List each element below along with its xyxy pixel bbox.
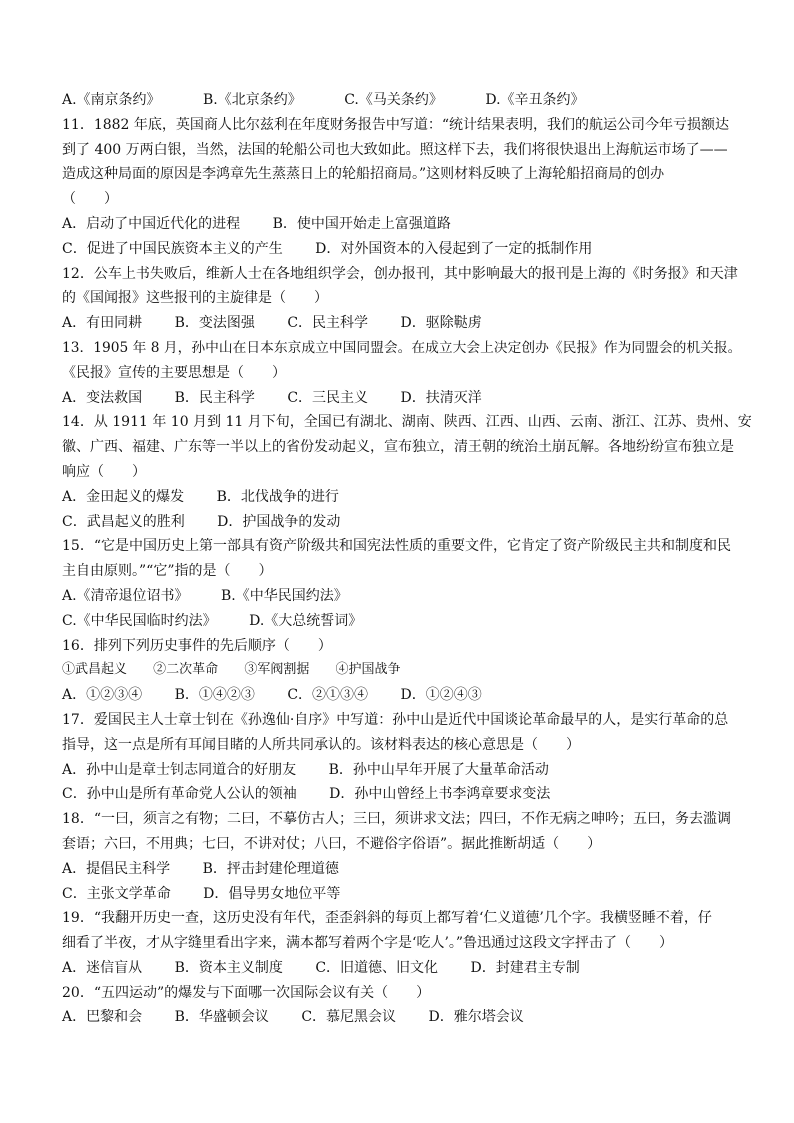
question-13 xyxy=(62,336,752,410)
q18-options-row xyxy=(62,857,752,882)
q11-stem-line: 造成这种局面的原因是李鸿章先生蒸蒸日上的轮船招商局。”这则材料反映了上海轮船招商局的创办 xyxy=(62,166,665,183)
q10-option-b: B.《北京条约》 xyxy=(203,92,302,108)
question-20 xyxy=(62,981,752,1031)
q15-stem-line: 15．“它是中国历史上第一部具有资产阶级共和国宪法性质的重要文件，它肯定了资产阶级民主共和制度和民 xyxy=(62,538,731,555)
q19-option-c: C．旧道德、旧文化 xyxy=(315,959,439,976)
question-15 xyxy=(62,534,752,633)
q16-events-row xyxy=(62,658,752,683)
q15-options-row xyxy=(62,584,752,609)
q15-option-a: A.《清帝退位诏书》 xyxy=(62,587,189,604)
q11-stem-line: 到了 400 万两白银，当然，法国的轮船公司也大致如此。照这样下去，我们将很快退出上海航运市场了—— xyxy=(62,141,728,158)
q17-option-d: D．孙中山曾经上书李鸿章要求变法 xyxy=(329,786,551,803)
q11-option-b: B．使中国开始走上富强道路 xyxy=(272,215,451,232)
q12-options-row xyxy=(62,311,752,336)
q11-answer-blank: （ ） xyxy=(62,191,118,208)
q12-option-b: B．变法图强 xyxy=(174,315,255,332)
q16-option-c: C．②①③④ xyxy=(287,687,369,704)
q13-options-row xyxy=(62,386,752,411)
question-18 xyxy=(62,807,752,906)
q15-option-d: D.《大总统誓词》 xyxy=(249,612,363,629)
question-11 xyxy=(62,113,752,262)
q18-stem-line: 18．“一曰，须言之有物；二曰，不摹仿古人；三曰，须讲求文法；四曰，不作无病之呻吟；五曰，务去滥调 xyxy=(62,811,731,828)
q15-option-c: C.《中华民国临时约法》 xyxy=(62,612,217,629)
question-19 xyxy=(62,906,752,980)
q10-option-c: C.《马关条约》 xyxy=(344,92,443,108)
q17-stem-line: 17．爱国民主人士章士钊在《孙逸仙·自序》中写道：孙中山是近代中国谈论革命最早的人，是实行革命的总 xyxy=(62,711,729,728)
question-12 xyxy=(62,262,752,336)
q10-options xyxy=(62,88,752,113)
q16-options-row xyxy=(62,683,752,708)
q14-stem-line: 徽、广西、福建、广东等一半以上的省份发动起义，宣布独立，清王朝的统治土崩瓦解。各地纷纷宣布独立是 xyxy=(62,439,734,456)
q18-option-d: D．倡导男女地位平等 xyxy=(203,885,341,902)
q13-option-b: B．民主科学 xyxy=(174,389,255,406)
q16-option-b: B．①④②③ xyxy=(174,687,255,704)
q20-options-row xyxy=(62,1005,752,1030)
q20-option-c: C．慕尼黑会议 xyxy=(301,1009,397,1026)
q18-stem-line: 套语；六曰，不用典；七曰，不讲对仗；八曰，不避俗字俗语”。据此推断胡适（ ） xyxy=(62,835,602,852)
q14-stem-line: 14．从 1911 年 10 月到 11 月下旬，全国已有湖北、湖南、陕西、江西、山西、云南、浙江、江苏、贵州、安 xyxy=(62,414,752,431)
q20-option-b: B．华盛顿会议 xyxy=(174,1009,269,1026)
q17-option-b: B．孙中山早年开展了大量革命活动 xyxy=(328,761,549,778)
q15-option-b: B.《中华民国约法》 xyxy=(221,587,348,604)
q10-option-a: A.《南京条约》 xyxy=(62,92,161,108)
q13-stem-line: 13．1905 年 8 月，孙中山在日本东京成立中国同盟会。在成立大会上决定创办《民报》作为同盟会的机关报。 xyxy=(62,339,742,356)
q14-stem-line: 响应（ ） xyxy=(62,463,146,480)
q16-stem-line: 16．排列下列历史事件的先后顺序（ ） xyxy=(62,637,332,654)
q13-option-c: C．三民主义 xyxy=(287,389,369,406)
q19-stem-line: 19．“我翻开历史一查，这历史没有年代，歪歪斜斜的每页上都写着‘仁义道德’几个字。我横竖睡不着，仔 xyxy=(62,910,712,927)
q16-event-3: ③军阀割据 xyxy=(244,662,310,678)
q13-stem-line: 《民报》宣传的主要思想是（ ） xyxy=(62,364,286,381)
q19-option-a: A．迷信盲从 xyxy=(62,959,143,976)
question-14 xyxy=(62,410,752,534)
q14-option-a: A．金田起义的爆发 xyxy=(62,488,185,505)
q18-option-b: B．抨击封建伦理道德 xyxy=(202,860,339,877)
q16-event-1: ①武昌起义 xyxy=(62,662,128,678)
q20-option-a: A．巴黎和会 xyxy=(62,1009,143,1026)
q11-options-row xyxy=(62,212,752,237)
q14-option-d: D．护国战争的发动 xyxy=(217,513,341,530)
q19-options-row xyxy=(62,956,752,981)
q18-option-a: A．提倡民主科学 xyxy=(62,860,171,877)
q15-options-row xyxy=(62,609,752,634)
q20-option-d: D．雅尔塔会议 xyxy=(428,1009,524,1026)
q12-option-a: A．有田同耕 xyxy=(62,315,143,332)
q11-stem-line: 11．1882 年底，英国商人比尔兹利在年度财务报告中写道：“统计结果表明，我们的航运公司今年亏损额达 xyxy=(62,116,730,133)
q19-option-b: B．资本主义制度 xyxy=(174,959,283,976)
q18-option-c: C．主张文学革命 xyxy=(62,885,171,902)
q16-event-4: ④护国战争 xyxy=(335,662,401,678)
q18-options-row xyxy=(62,882,752,907)
q12-option-d: D．驱除鞑虏 xyxy=(400,315,482,332)
q10-option-d: D.《辛丑条约》 xyxy=(485,92,585,108)
q15-stem-line: 主自由原则。”“它”指的是（ ） xyxy=(62,563,273,580)
question-17 xyxy=(62,708,752,807)
q17-options-row xyxy=(62,782,752,807)
question-16 xyxy=(62,634,752,708)
q14-options-row xyxy=(62,485,752,510)
q17-stem-line: 指导，这一点是所有耳闻目睹的人所共同承认的。该材料表达的核心意思是（ ） xyxy=(62,736,580,753)
exam-page xyxy=(62,88,752,1030)
q11-option-d: D．对外国资本的入侵起到了一定的抵制作用 xyxy=(315,240,593,257)
q11-options-row xyxy=(62,237,752,262)
q16-option-d: D．①②④③ xyxy=(400,687,482,704)
q17-option-a: A．孙中山是章士钊志同道合的好朋友 xyxy=(62,761,297,778)
q14-option-c: C．武昌起义的胜利 xyxy=(62,513,185,530)
q17-option-c: C．孙中山是所有革命党人公认的领袖 xyxy=(62,786,297,803)
q11-option-c: C．促进了中国民族资本主义的产生 xyxy=(62,240,283,257)
q13-option-d: D．扶清灭洋 xyxy=(400,389,482,406)
q13-option-a: A．变法救国 xyxy=(62,389,143,406)
q14-option-b: B．北伐战争的进行 xyxy=(216,488,339,505)
q14-options-row xyxy=(62,510,752,535)
q20-stem-line: 20．“五四运动”的爆发与下面哪一次国际会议有关（ ） xyxy=(62,984,431,1001)
q16-event-2: ②二次革命 xyxy=(153,662,219,678)
q12-stem-line: 的《国闻报》这些报刊的主旋律是（ ） xyxy=(62,290,328,307)
q12-option-c: C．民主科学 xyxy=(287,315,369,332)
q11-option-a: A．启动了中国近代化的进程 xyxy=(62,215,241,232)
q12-stem-line: 12．公车上书失败后，维新人士在各地组织学会，创办报刊，其中影响最大的报刊是上海的《时务报》和天津 xyxy=(62,265,738,282)
q19-stem-line: 细看了半夜，才从字缝里看出字来，满本都写着两个字是‘吃人’。”鲁迅通过这段文字抨击了（ ） xyxy=(62,935,674,952)
q17-options-row xyxy=(62,758,752,783)
q19-option-d: D．封建君主专制 xyxy=(470,959,580,976)
q16-option-a: A．①②③④ xyxy=(62,687,143,704)
